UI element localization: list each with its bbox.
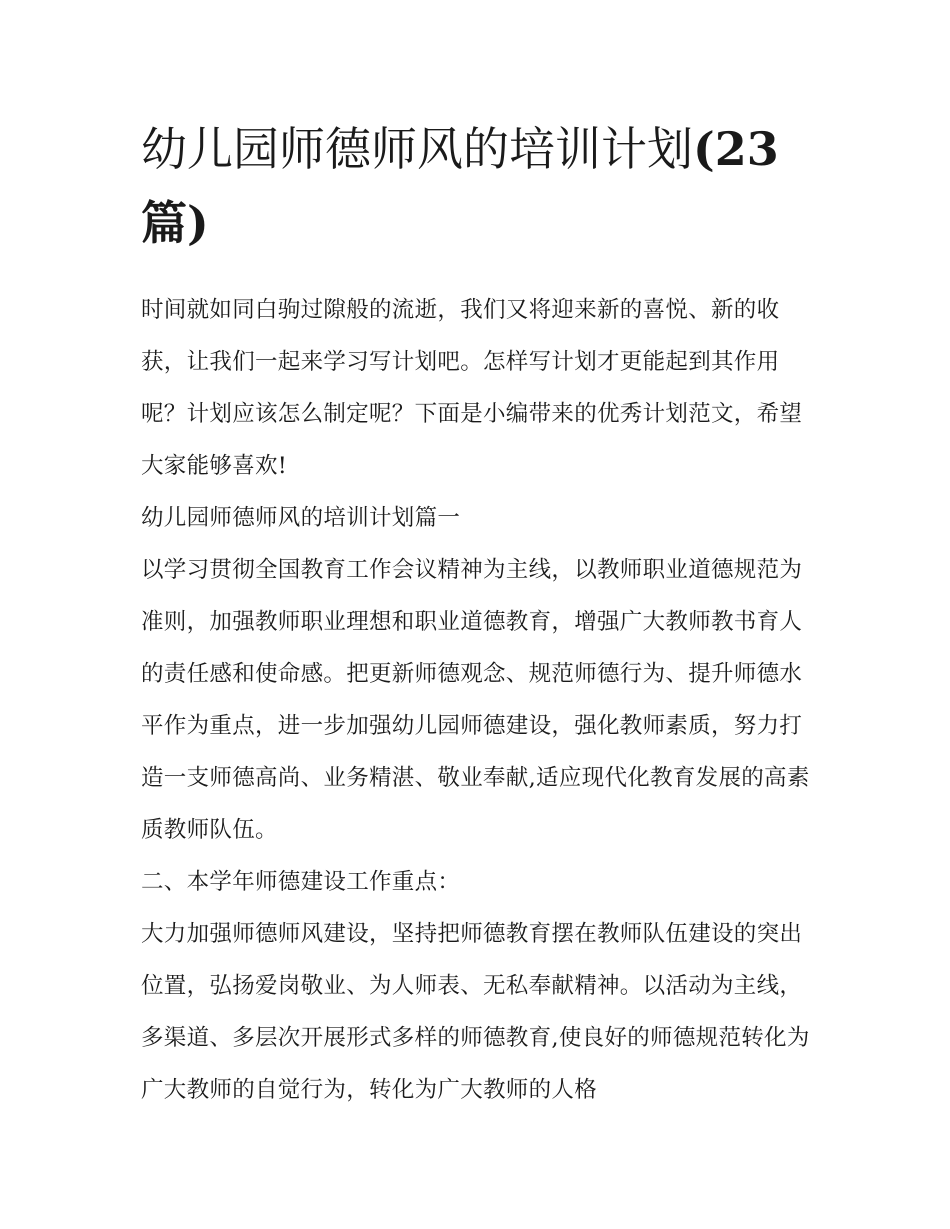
section-heading-part-one: 幼儿园师德师风的培训计划篇一 [141, 505, 461, 531]
title-suffix: (23篇) [141, 122, 779, 250]
intro-paragraph: 时间就如同白驹过隙般的流逝，我们又将迎来新的喜悦、新的收获，让我们一起来学习写计划吧。怎样写计划才更能起到其作用呢？计划应该怎么制定呢？下面是小编带来的优秀计划范文，希望大家能够喜欢! [141, 297, 803, 479]
paragraph-key-work: 大力加强师德师风建设，坚持把师德教育摆在教师队伍建设的突出位置，弘扬爱岗敬业、为人师表、无私奉献精神。以活动为主线，多渠道、多层次开展形式多样的师德教育,使良好的师德规范转化为广大教师的自觉行为，转化为广大教师的人格 [141, 921, 810, 1103]
document-title [141, 112, 813, 260]
title-main: 幼儿园师德师风的培训计划 [141, 122, 693, 176]
document-page [141, 112, 813, 1116]
section-heading-key-work: 二、本学年师德建设工作重点： [141, 869, 461, 895]
paragraph-guiding-principle: 以学习贯彻全国教育工作会议精神为主线，以教师职业道德规范为准则，加强教师职业理想和职业道德教育，增强广大教师教书育人的责任感和使命感。把更新师德观念、规范师德行为、提升师德水平作为重点，进一步加强幼儿园师德建设，强化教师素质，努力打造一支师德高尚、业务精湛、敬业奉献,适应现代化教育发展的高素质教师队伍。 [141, 557, 810, 843]
